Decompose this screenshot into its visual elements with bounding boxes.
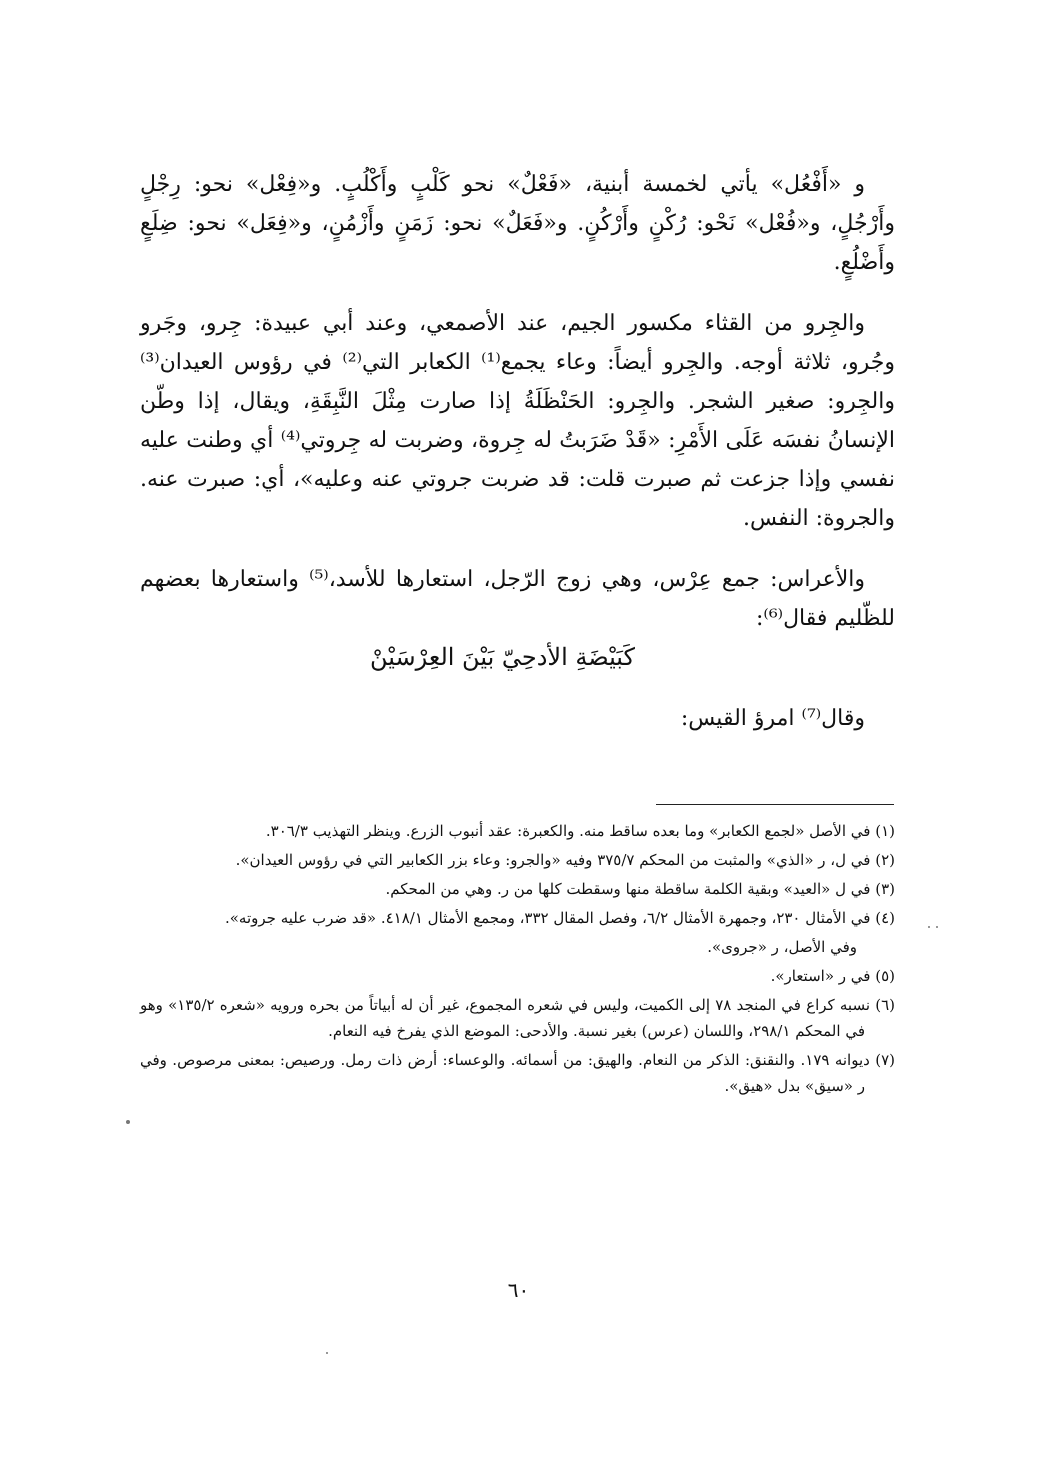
scan-speck <box>936 926 938 928</box>
scan-speck <box>326 1352 328 1354</box>
scan-speck <box>126 1120 130 1124</box>
footnotes <box>140 818 895 1102</box>
footnote-6: (٦) نسبه كراع في المنجد ٧٨ إلى الكميت، وليس في شعره المجموع، غير أن له أبياتاً من بحره ورويه «شعره ١٣٥/٢» وهو في المحكم ٢٩٨/١، واللسان (عرس) بغير نسبة. والأدحى: الموضع الذي يفرخ فيه النعام. <box>140 996 895 1040</box>
scan-speck <box>928 926 930 928</box>
footnote-4: (٤) في الأمثال ٢٣٠، وجمهرة الأمثال ٦/٢، وفصل المقال ٣٣٢، ومجمع الأمثال ٤١٨/١. «قد ضرب عليه جروته». <box>224 909 895 927</box>
paragraph-aaras: والأعراس: جمع عِرْس، وهي زوج الرّجل، استعارها للأسد،⁽⁵⁾ واستعارها بعضهم للظّليم فقال⁽⁶⁾: <box>140 567 895 631</box>
paragraph-jirw: والجِرو من القثاء مكسور الجيم، عند الأصمعي، وعند أبي عبيدة: جِرو، وجَرو وجُرو، ثلاثة أوجه. والجِرو أيضاً: وعاء يجمع⁽¹⁾ الكعابر التي⁽²⁾ في رؤوس العيدان⁽³⁾ والجِرو: صغير الشجر. والجِرو: الحَنْظَلَةُ إذا صارت مِثْلَ النَّبِقَةِ، ويقال، إذا وطّن الإنسانُ نفسَه عَلَى الأَمْرِ: «قَدْ ضَرَبتُ له جِروة، وضربت له جِروتي⁽⁴⁾ أي وطنت عليه نفسي وإذا جزعت ثم صبرت قلت: قد ضربت جروتي عنه وعليه»، أي: صبرت عنه. والجروة: النفس. <box>140 311 896 531</box>
footnote-7: (٧) ديوانه ١٧٩. والنقنق: الذكر من النعام. والهيق: من أسمائه. والوعساء: أرض ذات رمل. ورصيص: بمعنى مرصوص. وفي ر «سيق» بدل «هيق». <box>140 1051 895 1095</box>
page-number: ٦٠ <box>507 1278 530 1302</box>
verse-line: كَبَيْضَةِ الأدحِيّ بَيْنَ العِرْسَيْنْ <box>370 643 635 671</box>
footnote-4-continued: وفي الأصل، ر «جروى». <box>707 938 857 956</box>
main-text <box>140 165 895 760</box>
footnote-3: (٣) في ل «العيد» وبقية الكلمة ساقطة منها وسقطت كلها من ر. وهي من المحكم. <box>385 880 895 898</box>
paragraph-afual: و «أَفْعُل» يأتي لخمسة أبنية، «فَعْلٌ» نحو كَلْبٍ وأَكْلُبٍ. و«فِعْل» نحو: رِجْلٍ وأَرْجُلٍ، و«فُعْل» نَحْو: رُكْنٍ وأَرْكُنٍ. و«فَعَلٌ» نحو: زَمَنٍ وأَزْمُنٍ، و«فِعَل» نحو: ضِلَعٍ وأَضْلُعٍ. <box>140 172 895 275</box>
footnote-1: (١) في الأصل «لجمع الكعابر» وما بعده ساقط منه. والكعبرة: عقد أنبوب الزرع. وينظر التهذيب ٣٠٦/٣. <box>265 822 895 840</box>
footnote-5: (٥) في ر «استعار». <box>770 967 895 985</box>
imru-alqais-lead: وقال⁽⁷⁾ امرؤ القيس: <box>680 706 865 731</box>
footnote-separator <box>656 804 894 805</box>
footnote-2: (٢) في ل، ر «الذي» والمثبت من المحكم ٣٧٥/٧ وفيه «والجرو: وعاء بزر الكعابير التي في رؤوس العيدان». <box>235 851 895 869</box>
